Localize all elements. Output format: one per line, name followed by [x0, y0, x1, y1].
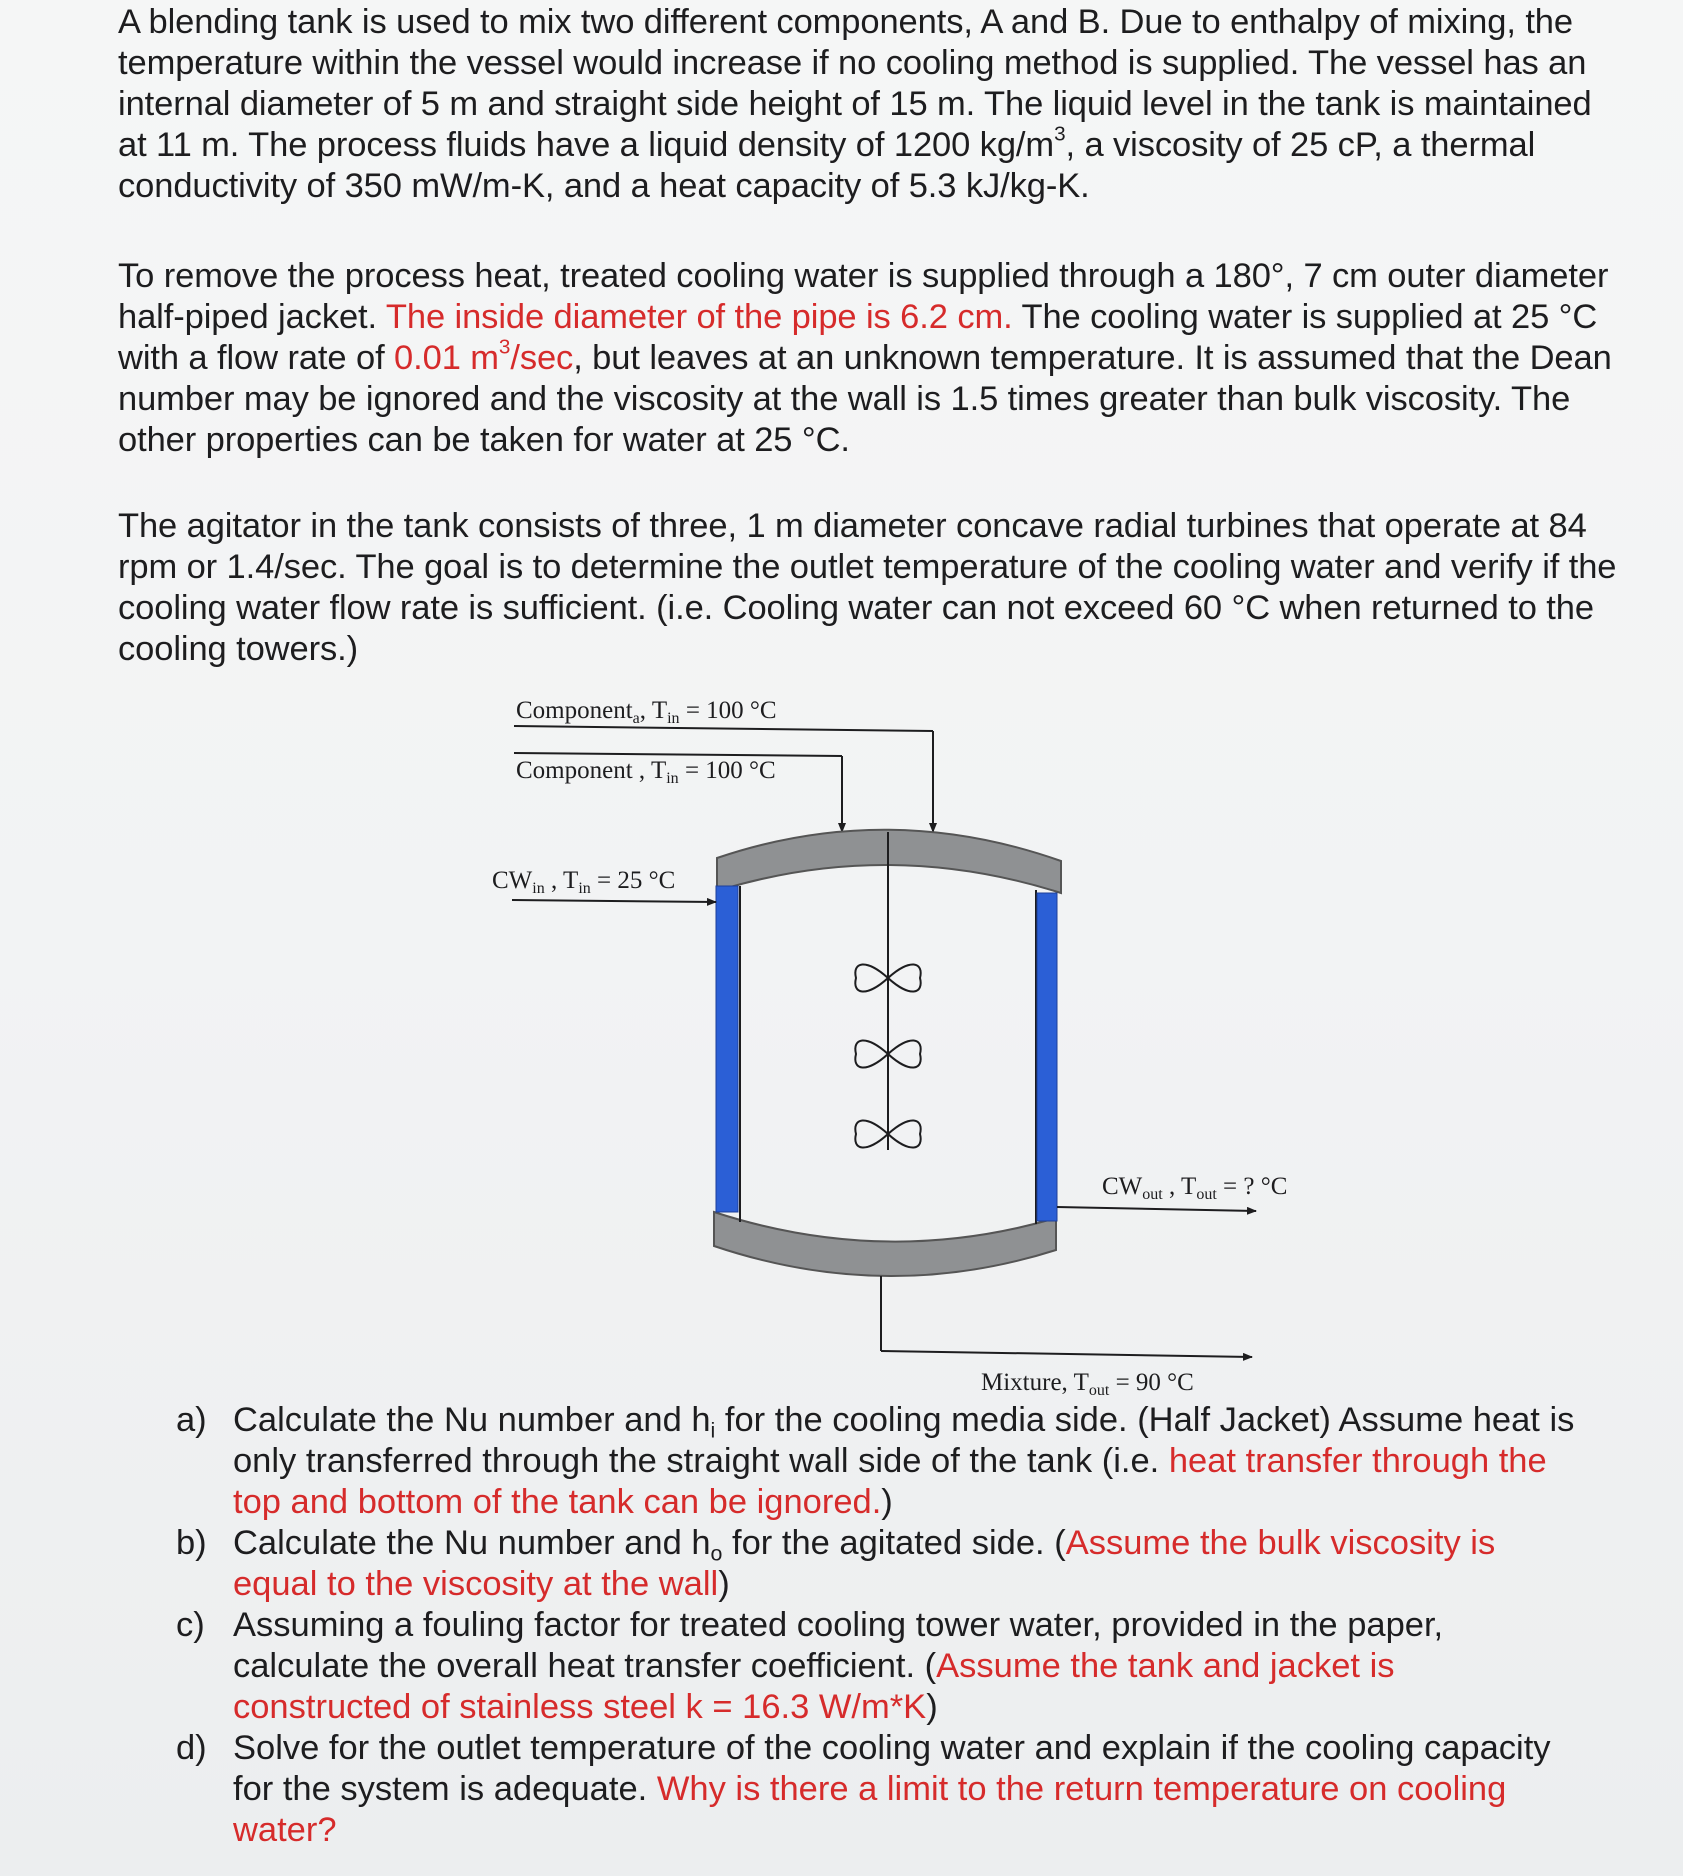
mixture-outlet-arrow	[881, 1351, 1252, 1357]
question-b-text-2: for the agitated side. (	[722, 1524, 1066, 1562]
question-c-text: Assuming a fouling factor for treated cooling tower water, provided in the paper, calculate the overall heat transfer coefficient. (	[233, 1606, 1444, 1685]
paragraph-2-part-1: To remove the process heat, treated cooling water is supplied through a 180°, 7 cm outer diameter half-piped jacket.	[118, 257, 1609, 336]
question-c-red-note: Assume the tank and jacket is constructed of stainless steel k = 16.3 W/m*K	[233, 1647, 1395, 1726]
question-letter: a)	[176, 1401, 207, 1439]
cw-out-label: $CW_{out}$ , $T_{out}$ = ? °C	[1102, 1173, 1288, 1203]
question-b-text: Calculate the Nu number and h	[233, 1524, 711, 1562]
paragraph-1-text: A blending tank is used to mix two different components, A and B. Due to enthalpy of mixing, the temperature within the vessel would increase if no cooling method is supplied. The vessel has an internal diameter of 5 m and straight side height of 15 m. The liquid level in the tank is maintained at 11 m. The process fluids have a liquid density of 1200 kg/m	[118, 3, 1592, 164]
flow-rate-superscript: 3	[498, 335, 511, 359]
component-b-label: Component , $T_{in} = 100$ °C	[516, 757, 776, 787]
question-d-red-note: Why is there a limit to the return temperature on cooling water?	[233, 1770, 1507, 1849]
paragraph-2-part-2: The cooling water is supplied at 25 °C with a flow rate of	[118, 298, 1598, 377]
cooling-jacket-right	[1037, 893, 1057, 1221]
question-b	[176, 1523, 1576, 1605]
question-d-text: Solve for the outlet temperature of the cooling water and explain if the cooling capacity for the system is adequate.	[233, 1729, 1551, 1808]
question-d	[176, 1728, 1576, 1851]
mixture-label: Mixture, $T_{out} = 90$ °C	[981, 1369, 1194, 1399]
flow-rate-number: 0.01 m	[394, 339, 499, 377]
question-a-subscript: i	[710, 1418, 716, 1443]
cw-outlet-arrow	[1057, 1207, 1256, 1211]
component-a-feed-line	[514, 726, 933, 731]
cubic-superscript: 3	[1054, 122, 1066, 146]
cw-inlet-arrow	[512, 900, 716, 902]
flow-rate-unit: /sec	[510, 339, 574, 377]
question-letter: c)	[176, 1606, 205, 1644]
question-a-text-3: )	[881, 1483, 893, 1521]
tank-bottom-head	[714, 1212, 1056, 1276]
question-a-text: Calculate the Nu number and h	[233, 1401, 711, 1439]
question-letter: b)	[176, 1524, 207, 1562]
question-a	[176, 1400, 1576, 1523]
question-a-red-note: heat transfer through the top and bottom of the tank can be ignored.	[233, 1442, 1547, 1521]
question-letter: d)	[176, 1729, 207, 1767]
question-c-text-3: )	[926, 1688, 938, 1726]
question-b-text-3: )	[718, 1565, 730, 1603]
question-list	[176, 1400, 1576, 1851]
question-c	[176, 1605, 1576, 1728]
component-b-feed-line	[514, 753, 842, 756]
paragraph-3-text: The agitator in the tank consists of three, 1 m diameter concave radial turbines that operate at 84 rpm or 1.4/sec. The goal is to determine the outlet temperature of the cooling water and verify if the cooling water flow rate is sufficient. (i.e. Cooling water can not exceed 60 °C when returned to the cooling towers.)	[118, 507, 1617, 668]
cw-in-label: $CW_{in}$ , $T_{in} = 25$ °C	[492, 867, 676, 897]
question-a-text-2: for the cooling media side. (Half Jacket) Assume heat is only transferred through the straight wall side of the tank (i.e.	[233, 1401, 1575, 1480]
cooling-jacket-left	[716, 886, 738, 1212]
component-a-label: Component$_a$, $T_{in} = 100$ °C	[516, 697, 777, 727]
question-b-subscript: o	[710, 1541, 723, 1566]
pipe-diameter-note: The inside diameter of the pipe is 6.2 cm.	[385, 298, 1013, 336]
paragraph-2-part-3: , but leaves at an unknown temperature. It is assumed that the Dean number may be ignored and the viscosity at the wall is 1.5 times greater than bulk viscosity. The other properties can be taken for water at 25 °C.	[118, 339, 1612, 459]
question-b-red-note: Assume the bulk viscosity is equal to the viscosity at the wall	[233, 1524, 1496, 1603]
paragraph-1-text-end: , a viscosity of 25 cP, a thermal conductivity of 350 mW/m-K, and a heat capacity of 5.3 kJ/kg-K.	[118, 126, 1536, 205]
